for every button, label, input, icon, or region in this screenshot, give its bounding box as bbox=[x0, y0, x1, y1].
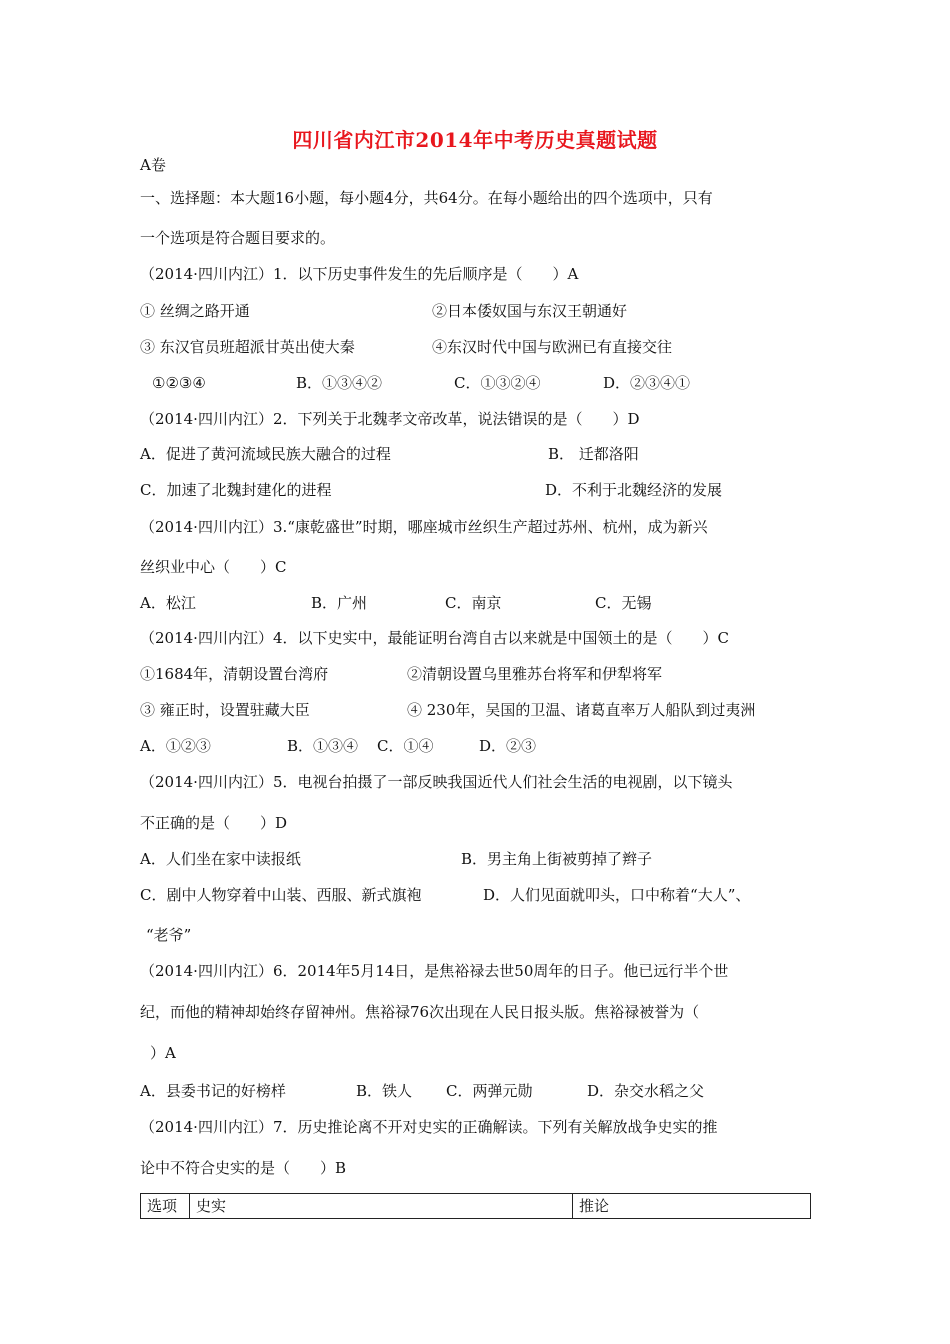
instructions-line-1: 一、选择题：本大题16小题，每小题4分，共64分。在每小题给出的四个选项中，只有 bbox=[140, 189, 713, 207]
question-4-option: A．①②③ bbox=[140, 737, 211, 755]
question-1-option: ①②③④ bbox=[152, 374, 206, 392]
question-1-item: ③ 东汉官员班超派甘英出使大秦 bbox=[140, 338, 355, 356]
question-5-option: D．人们见面就叩头，口中称着“大人”、 bbox=[483, 886, 751, 904]
question-2-stem: （2014·四川内江）2．下列关于北魏孝文帝改革，说法错误的是（ ）D bbox=[140, 410, 640, 428]
question-5-option-continuation: “老爷” bbox=[146, 926, 192, 944]
question-1-item: ① 丝绸之路开通 bbox=[140, 302, 250, 320]
section-label: A卷 bbox=[140, 156, 166, 174]
question-7-stem-line-1: （2014·四川内江）7．历史推论离不开对史实的正确解读。下列有关解放战争史实的推 bbox=[140, 1118, 718, 1136]
question-6-option: A．县委书记的好榜样 bbox=[140, 1082, 286, 1100]
question-6-option: C．两弹元勋 bbox=[446, 1082, 533, 1100]
question-3-option: A．松江 bbox=[140, 594, 196, 612]
question-4-item: ②清朝设置乌里雅苏台将军和伊犁将军 bbox=[407, 665, 663, 683]
question-6-option: B．铁人 bbox=[356, 1082, 413, 1100]
question-1-option: D．②③④① bbox=[603, 374, 691, 392]
question-6-option: D．杂交水稻之父 bbox=[587, 1082, 705, 1100]
question-1-item: ②日本倭奴国与东汉王朝通好 bbox=[432, 302, 628, 320]
question-4-item: ①1684年，清朝设置台湾府 bbox=[140, 665, 329, 683]
question-6-stem-line-2: 纪，而他的精神却始终存留神州。焦裕禄76次出现在人民日报头版。焦裕禄被誉为（ bbox=[140, 1003, 700, 1021]
question-5-option: B．男主角上街被剪掉了辫子 bbox=[461, 850, 653, 868]
table-header-row bbox=[141, 1194, 811, 1219]
question-3-stem-line-1: （2014·四川内江）3.“康乾盛世”时期，哪座城市丝织生产超过苏州、杭州，成为新兴 bbox=[140, 518, 708, 536]
question-2-option: A．促进了黄河流域民族大融合的过程 bbox=[140, 445, 391, 463]
question-1-stem: （2014·四川内江）1．以下历史事件发生的先后顺序是（ ）A bbox=[140, 265, 579, 283]
question-3-stem-line-2: 丝织业中心（ ）C bbox=[140, 558, 287, 576]
instructions-line-2: 一个选项是符合题目要求的。 bbox=[140, 229, 336, 247]
question-1-option: B．①③④② bbox=[296, 374, 383, 392]
question-6-stem-line-1: （2014·四川内江）6．2014年5月14日，是焦裕禄去世50周年的日子。他已远行半个世 bbox=[140, 962, 729, 980]
question-3-option: C．南京 bbox=[445, 594, 502, 612]
question-4-item: ③ 雍正时，设置驻藏大臣 bbox=[140, 701, 310, 719]
question-4-option: C．①④ bbox=[377, 737, 434, 755]
page-title: 四川省内江市2014年中考历史真题试题 bbox=[292, 128, 658, 152]
question-2-option: B． 迁都洛阳 bbox=[548, 445, 639, 463]
question-4-option: D．②③ bbox=[479, 737, 537, 755]
question-4-item: ④ 230年，吴国的卫温、诸葛直率万人船队到过夷洲 bbox=[407, 701, 756, 719]
question-1-item: ④东汉时代中国与欧洲已有直接交往 bbox=[432, 338, 673, 356]
question-2-option: C．加速了北魏封建化的进程 bbox=[140, 481, 332, 499]
question-5-option: A．人们坐在家中读报纸 bbox=[140, 850, 301, 868]
question-3-option: C．无锡 bbox=[595, 594, 652, 612]
question-5-option: C．剧中人物穿着中山装、西服、新式旗袍 bbox=[140, 886, 422, 904]
table-header-cell: 推论 bbox=[573, 1194, 811, 1219]
question-5-stem-line-2: 不正确的是（ ）D bbox=[140, 814, 288, 832]
question-3-option: B．广州 bbox=[311, 594, 368, 612]
table-header-cell: 史实 bbox=[190, 1194, 573, 1219]
question-7-stem-line-2: 论中不符合史实的是（ ）B bbox=[140, 1159, 347, 1177]
question-2-option: D．不利于北魏经济的发展 bbox=[545, 481, 723, 499]
question-5-stem-line-1: （2014·四川内江）5．电视台拍摄了一部反映我国近代人们社会生活的电视剧，以下镜头 bbox=[140, 773, 733, 791]
question-6-stem-line-3: ）A bbox=[150, 1044, 176, 1062]
question-1-option: C．①③②④ bbox=[454, 374, 541, 392]
table-header-cell: 选项 bbox=[141, 1194, 190, 1219]
question-4-option: B．①③④ bbox=[287, 737, 359, 755]
question-4-stem: （2014·四川内江）4．以下史实中，最能证明台湾自古以来就是中国领土的是（ ）C bbox=[140, 629, 729, 647]
question-7-table bbox=[140, 1193, 811, 1219]
